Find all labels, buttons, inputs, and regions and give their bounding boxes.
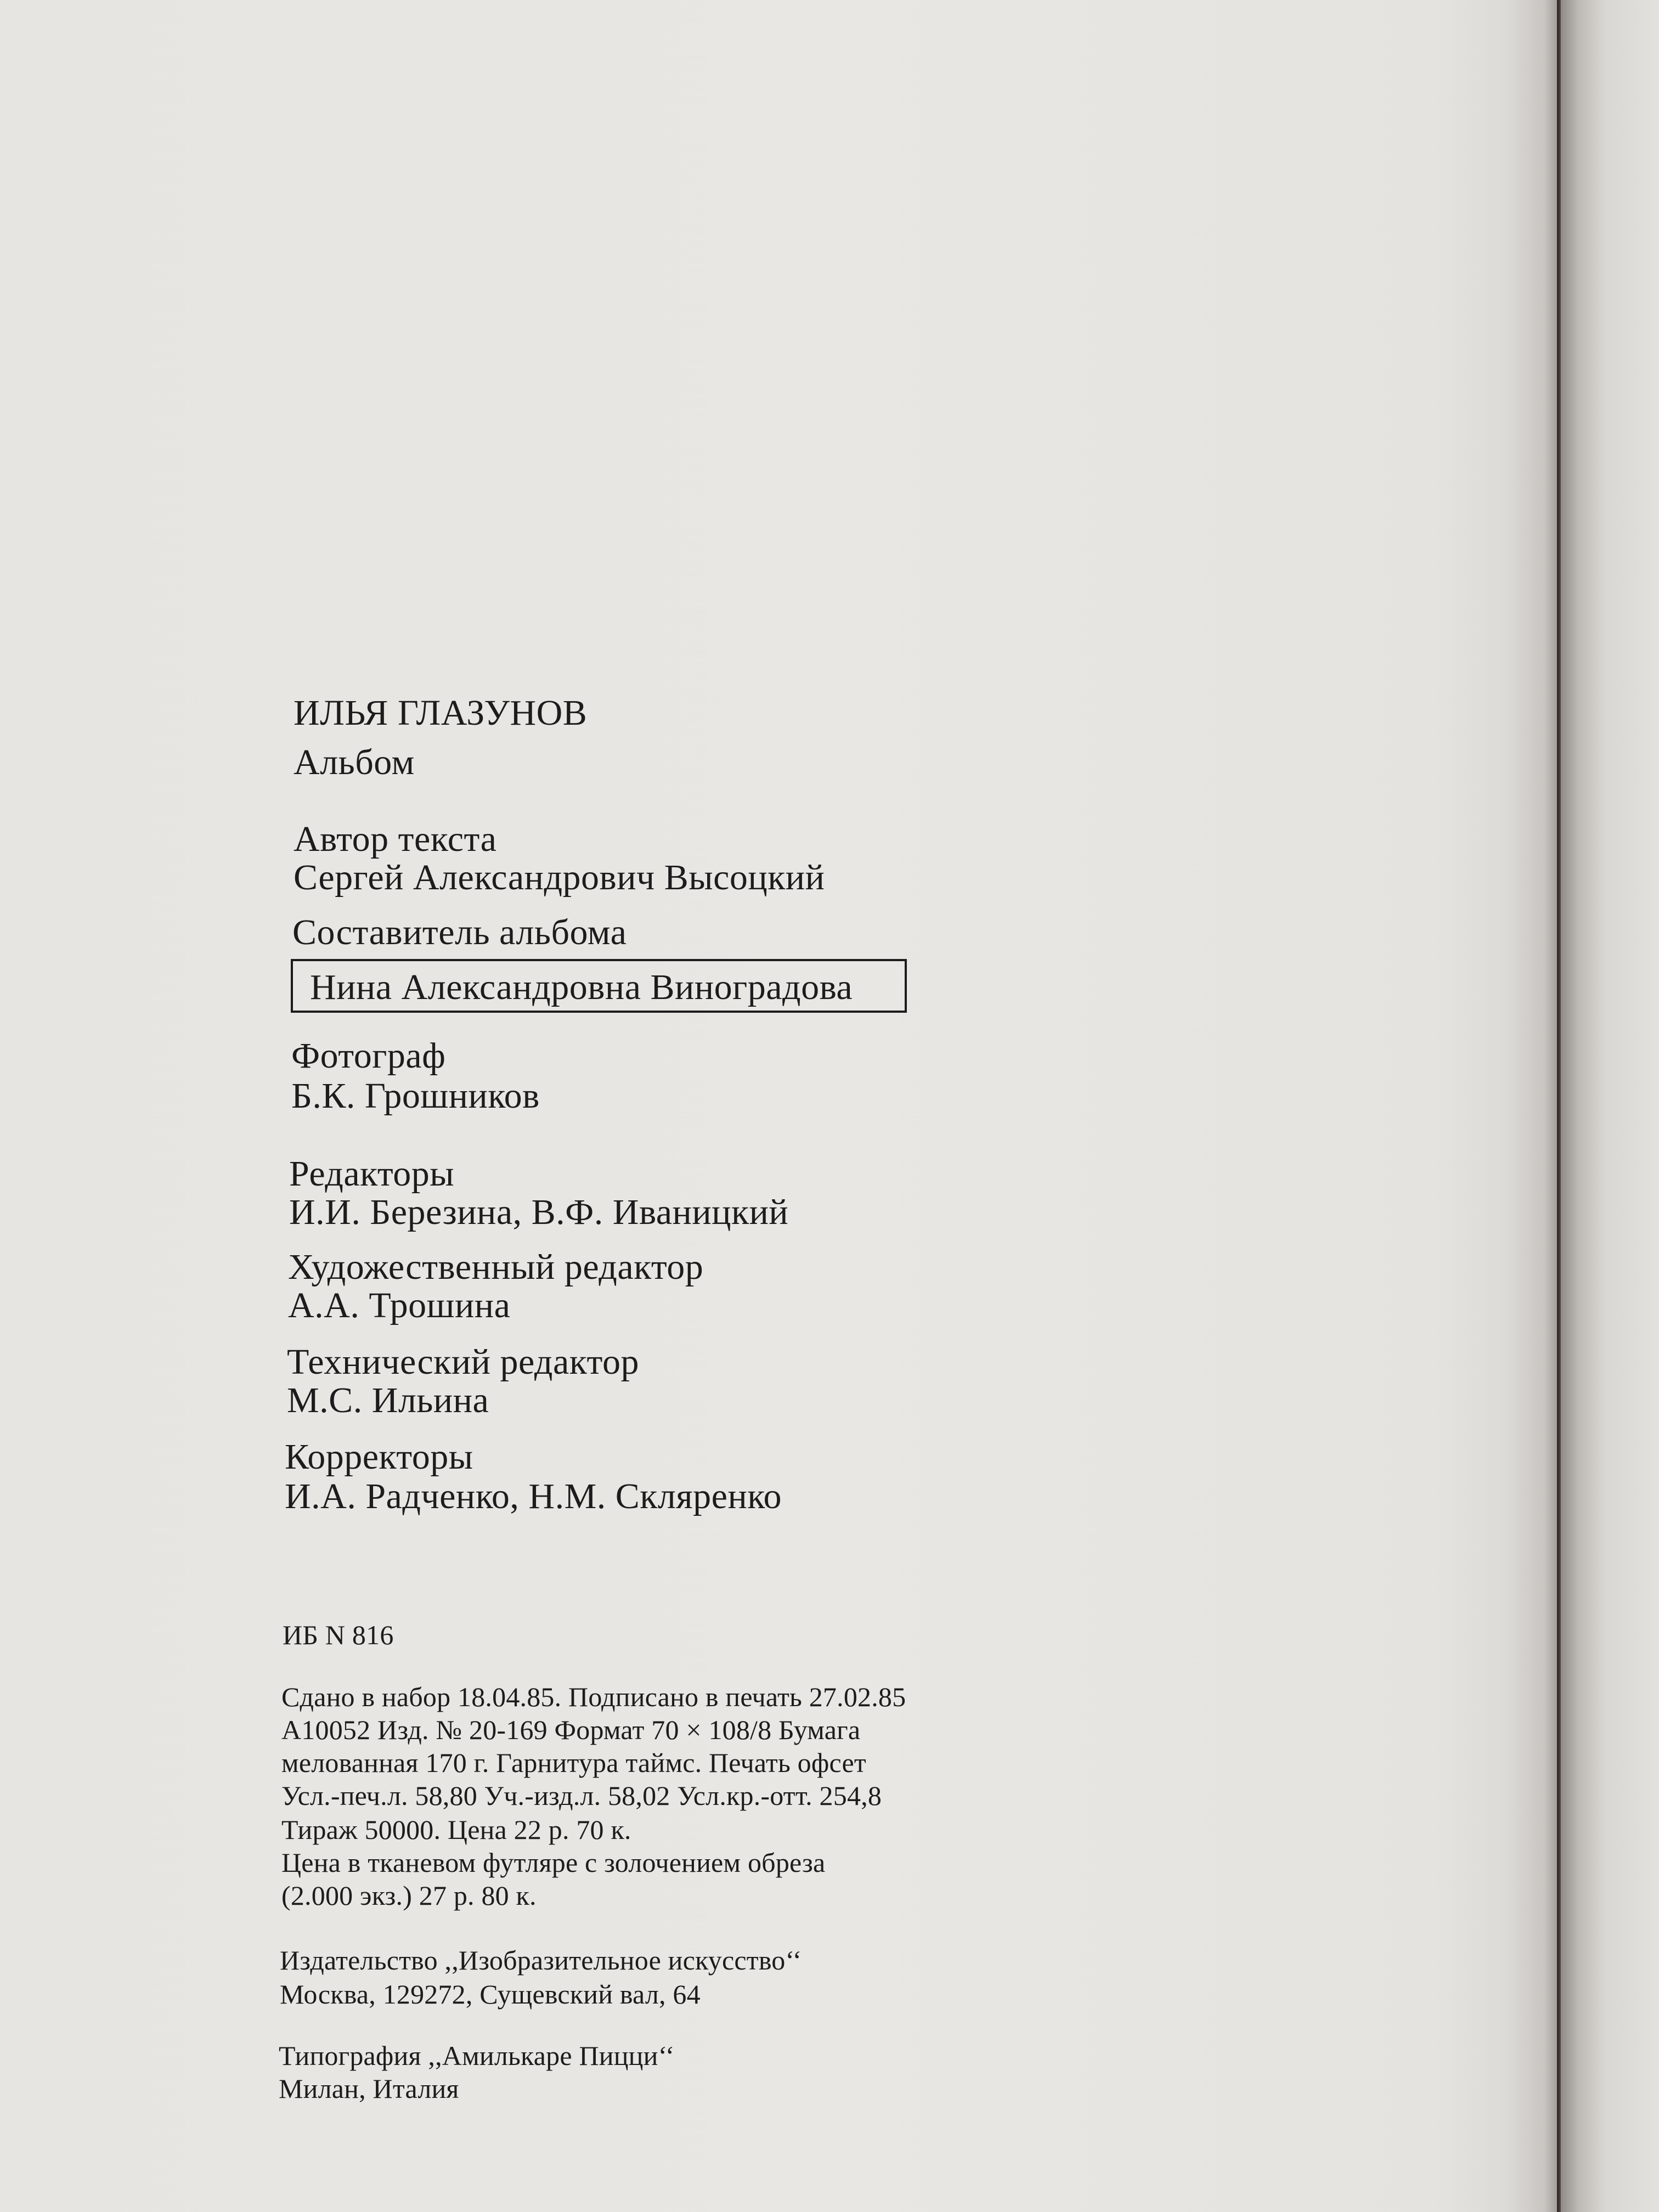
credit-name-photographer: Б.К. Грошников [291,1076,540,1116]
credit-name-compiler: Нина Александровна Виноградова [310,967,853,1007]
imprint-line: (2.000 экз.) 27 р. 80 к. [281,1880,537,1911]
imprint-line: Цена в тканевом футляре с золочением обреза [281,1847,826,1878]
publisher-name: Издательство ,,Изобразительное искусство‘‘ [280,1945,802,1976]
page-gutter-shadow [1506,0,1561,2212]
imprint-line: мелованная 170 г. Гарнитура таймс. Печать офсет [281,1747,866,1778]
book-author-title: ИЛЬЯ ГЛАЗУНОВ [294,693,588,733]
credit-role-text-author: Автор текста [294,819,497,859]
credit-name-tech-editor: М.С. Ильина [287,1380,489,1420]
imprint-line: Сдано в набор 18.04.85. Подписано в печать 27.02.85 [281,1681,906,1712]
imprint-line: Тираж 50000. Цена 22 р. 70 к. [281,1814,631,1845]
credit-role-photographer: Фотограф [291,1036,446,1076]
imprint-line: А10052 Изд. № 20-169 Формат 70 × 108/8 Бумага [281,1714,861,1745]
credit-name-art-editor: А.А. Трошина [288,1285,511,1325]
credit-role-editors: Редакторы [289,1154,455,1194]
credit-role-tech-editor: Технический редактор [287,1342,639,1382]
credit-role-proofreaders: Корректоры [285,1437,473,1477]
ib-number: ИБ N 816 [283,1620,394,1650]
printer-location: Милан, Италия [279,2073,459,2104]
credit-role-art-editor: Художественный редактор [288,1247,704,1287]
facing-page-edge [1561,0,1659,2212]
book-subtitle: Альбом [294,742,415,782]
credit-name-text-author: Сергей Александрович Высоцкий [294,857,825,898]
credit-name-proofreaders: И.А. Радченко, Н.М. Скляренко [285,1476,782,1516]
imprint-line: Усл.-печ.л. 58,80 Уч.-изд.л. 58,02 Усл.кр.-отт. 254,8 [281,1780,882,1811]
publisher-address: Москва, 129272, Сущевский вал, 64 [280,1979,701,2010]
credit-role-compiler: Составитель альбома [292,912,627,952]
printer-name: Типография ,,Амилькаре Пицци‘‘ [279,2040,675,2071]
credit-name-editors: И.И. Березина, В.Ф. Иваницкий [289,1192,789,1232]
